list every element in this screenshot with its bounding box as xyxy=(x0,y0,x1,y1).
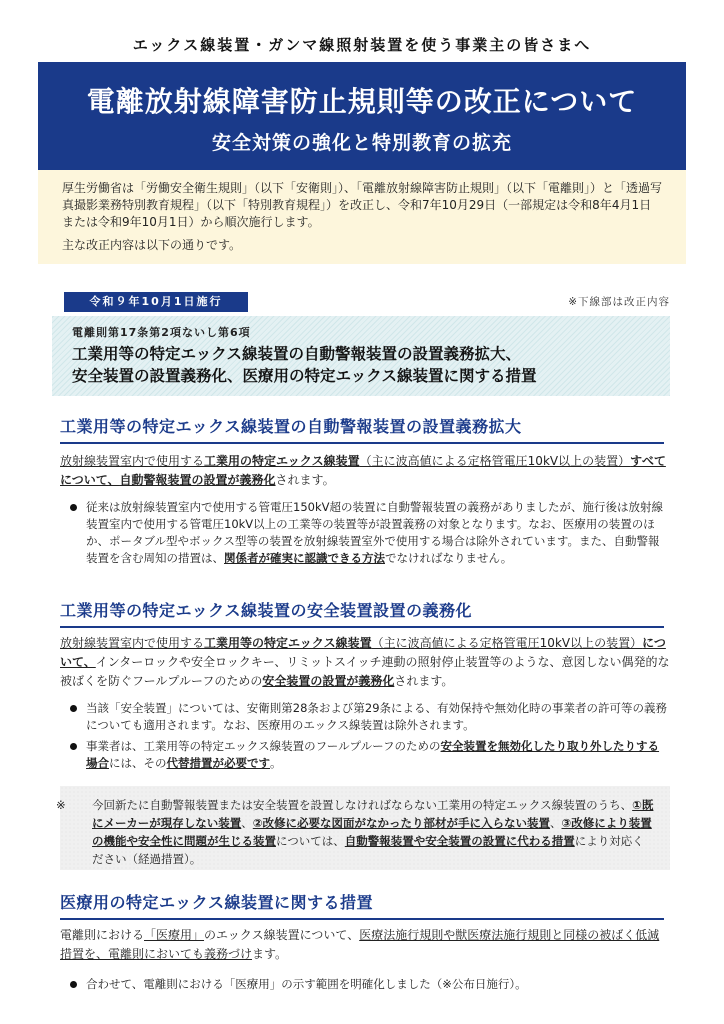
text-segment: 今回新たに自動警報装置または安全装置を設置しなければならない工業用の特定エックス線装置のうち、 xyxy=(92,798,633,812)
text-segment: 医療法施行規則や獣医療法施行規則と同様の被ばく低減措置を、電離則においても義務づけ xyxy=(60,928,660,961)
summary-box xyxy=(52,316,670,396)
text-segment: 関係者が確実に認識できる方法 xyxy=(224,551,385,565)
text-segment: すべてについて、 xyxy=(60,454,666,487)
text-segment: 代替措置が必要です xyxy=(166,756,270,770)
text-segment: 工業用の特定エックス線装置 xyxy=(204,454,360,468)
text-segment: 、 xyxy=(550,816,562,830)
page-subtitle: 安全対策の強化と特別教育の拡充 xyxy=(211,132,512,154)
note-mark: ※ xyxy=(56,798,66,812)
text-segment: 安全装置を無効化したり取り外したりする場合 xyxy=(86,739,660,770)
bullet-item xyxy=(68,700,668,734)
transitional-note-body xyxy=(92,798,653,866)
text-segment: 電離則における xyxy=(60,928,145,942)
bullet-list-alarm xyxy=(68,499,668,571)
page-title: 電離放射線障害防止規則等の改正について xyxy=(86,85,638,118)
bullet-list-medical xyxy=(68,976,668,997)
title-banner xyxy=(38,62,686,170)
text-segment: されます。 xyxy=(394,674,454,688)
intro-box xyxy=(38,170,686,264)
text-segment: されます。 xyxy=(275,473,335,487)
section-title-medical: 医療用の特定エックス線装置に関する措置 xyxy=(60,890,664,920)
text-segment: インターロックや安全ロックキー、リミットスイッチ連動の照射停止装置等のような、意図しない偶発的な被ばくを防ぐフールプルーフのための xyxy=(60,655,670,688)
text-segment: ②改修に必要な図面がなかったり部材が手に入らない装置 xyxy=(252,816,551,830)
summary-heading xyxy=(72,343,654,387)
text-segment: 。 xyxy=(270,756,282,770)
effective-date-badge: 令和９年10月1日施行 xyxy=(64,292,248,312)
transitional-note-text xyxy=(56,796,654,868)
intro-paragraph: 厚生労働省は「労働安全衛生規則」（以下「安衛則」）、「電離放射線障害防止規則」（以下「電離則」）と「透過写真撮影業務特別教育規程」（以下「特別教育規程」）を改正し、令和7年10月29日（一部規定は令和8年4月1日または令和9年10月1日）から順次施行します。 xyxy=(62,181,663,229)
text-segment: 事業者は、工業用等の特定エックス線装置のフールプルーフのための xyxy=(86,739,441,753)
text-segment: 安全装置の設置が義務化 xyxy=(262,674,395,688)
text-segment: については、 xyxy=(276,834,345,848)
section-paragraph-safety xyxy=(60,634,670,691)
section-title-alarm: 工業用等の特定エックス線装置の自動警報装置の設置義務拡大 xyxy=(60,414,664,444)
text-segment: により対応ください（経過措置）。 xyxy=(92,834,644,866)
regulation-reference: 電離則第17条第2項ないし第6項 xyxy=(72,326,251,339)
text-segment: （主に波高値による定格管電圧10kV以上の装置） xyxy=(371,636,643,650)
text-segment: 放射線装置室内で使用する xyxy=(60,454,205,468)
bullet-list-safety xyxy=(68,700,668,776)
section-paragraph-medical xyxy=(60,926,670,964)
text-segment: ③改修により装置の機能や安全性に問題が生じる装置 xyxy=(92,816,652,848)
text-segment: 従来は放射線装置室内で使用する管電圧150kV超の装置に自動警報装置の義務がありましたが、施行後は放射線装置室内で使用する管電圧10kV以上の工業等の装置等が設置義務の対象となります。なお、医療用の装置のほか、ポータブル型やボックス型等の装置を放射線装置室外で使用する場合は除外されています。また、自動警報装置を含む周知の措置は、 xyxy=(86,500,663,565)
underline-note: ※下線部は改正内容 xyxy=(568,296,670,308)
text-segment: でなければなりません。 xyxy=(385,551,513,565)
text-segment: 放射線装置室内で使用する xyxy=(60,636,205,650)
text-segment: ます。 xyxy=(252,947,288,961)
text-segment: には、その xyxy=(109,756,167,770)
text-segment: 自動警報装置の設置が義務化 xyxy=(119,473,276,487)
intro-summary-line: 主な改正内容は以下の通りです。 xyxy=(62,238,242,252)
text-segment: 当該「安全装置」については、安衛則第28条および第29条による、有効保持や無効化時の事業者の許可等の義務についても適用されます。なお、医療用のエックス線装置は除外されます。 xyxy=(86,701,668,732)
bullet-item xyxy=(68,738,668,772)
summary-heading-line-1: 工業用等の特定エックス線装置の自動警報装置の設置義務拡大、 xyxy=(72,345,522,363)
text-segment: 合わせて、電離則における「医療用」の示す範囲を明確化しました（※公布日施行）。 xyxy=(86,977,527,991)
text-segment: について、 xyxy=(60,636,666,669)
text-segment: （主に波高値による定格管電圧10kV以上の装置） xyxy=(359,454,631,468)
text-segment: 自動警報装置や安全装置の設置に代わる措置 xyxy=(344,834,575,848)
audience-line: エックス線装置・ガンマ線照射装置を使う事業主の皆さまへ xyxy=(132,36,592,54)
section-paragraph-alarm xyxy=(60,452,670,490)
transitional-note-box xyxy=(56,786,670,870)
section-title-safety: 工業用等の特定エックス線装置の安全装置設置の義務化 xyxy=(60,598,664,628)
text-segment: ①既にメーカーが現存しない装置 xyxy=(92,798,654,830)
summary-heading-line-2: 安全装置の設置義務化、医療用の特定エックス線装置に関する措置 xyxy=(72,367,537,385)
bullet-item xyxy=(68,499,668,567)
text-segment: 工業用等の特定エックス線装置 xyxy=(204,636,372,650)
bullet-item xyxy=(68,976,668,993)
text-segment: 「医療用」 xyxy=(144,928,205,942)
text-segment: 、 xyxy=(241,816,253,830)
text-segment: のエックス線装置について、 xyxy=(204,928,360,942)
